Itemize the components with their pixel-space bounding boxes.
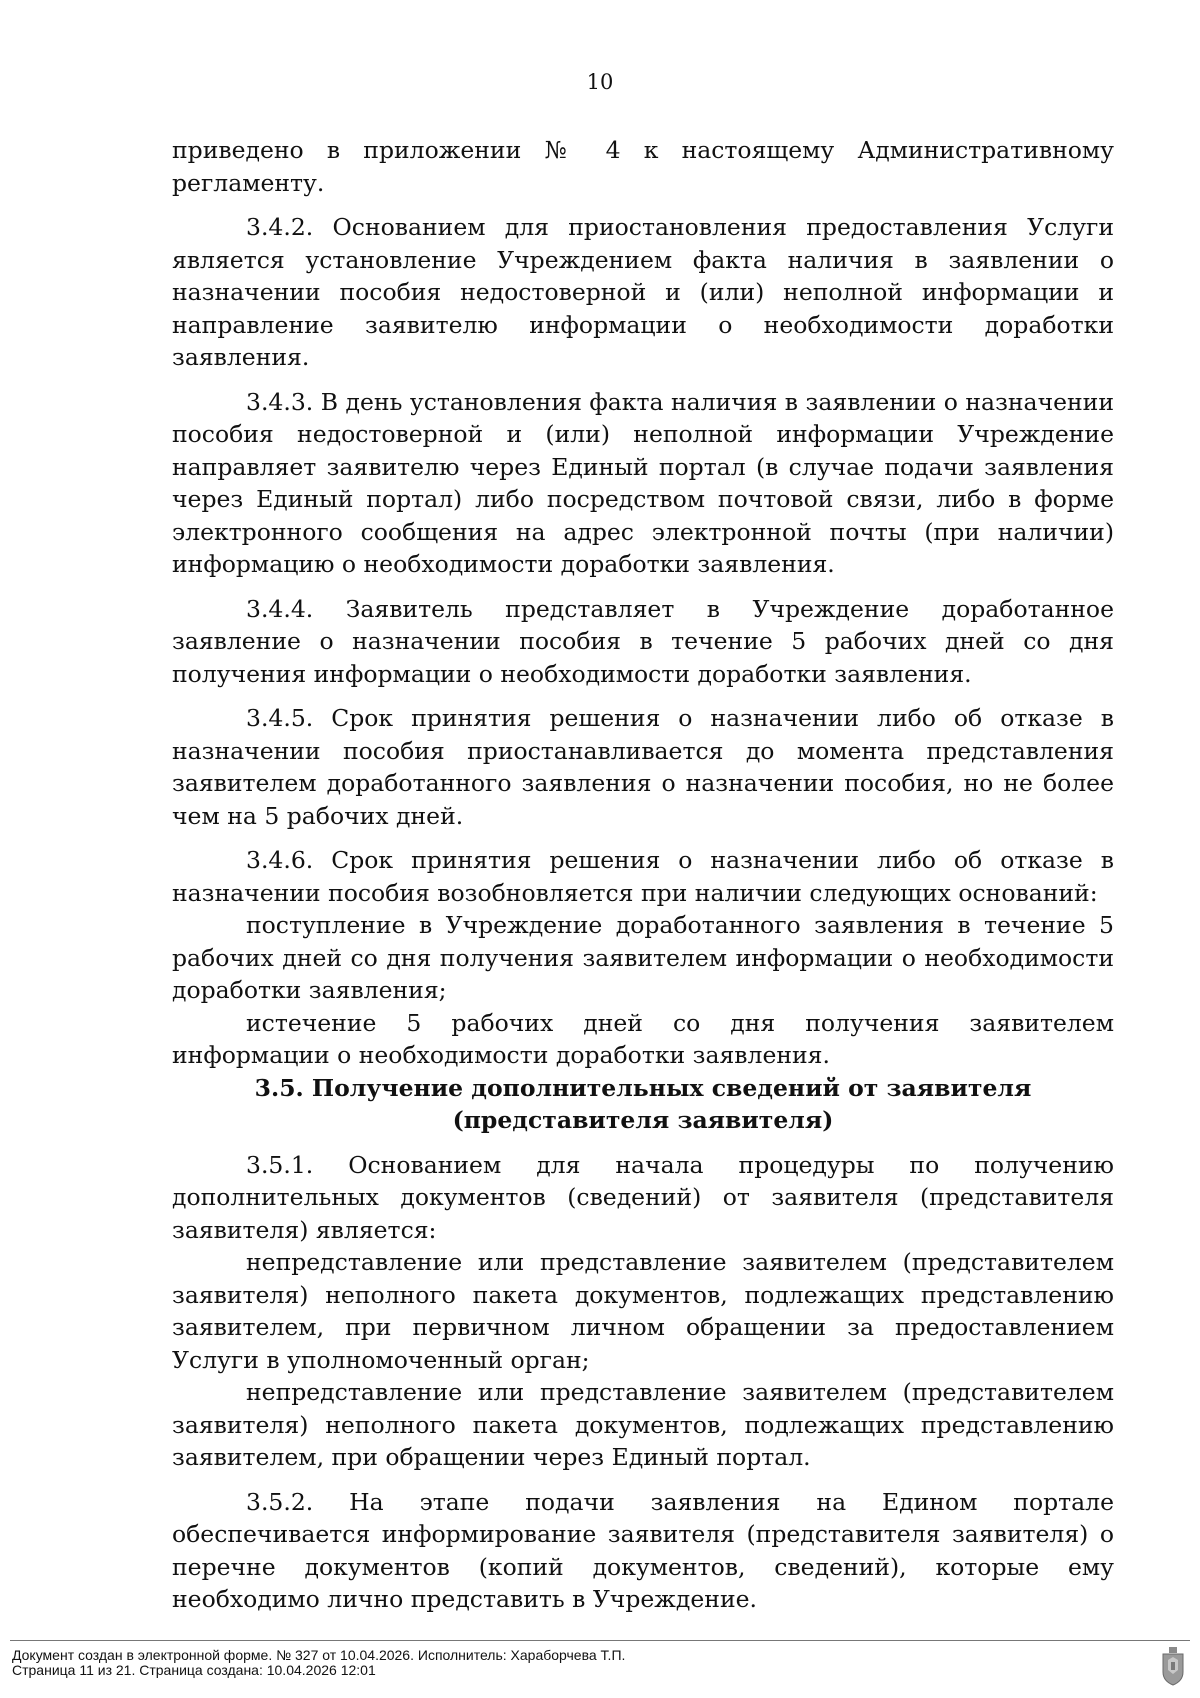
paragraph-continuation: приведено в приложении № 4 к настоящему Административному регламенту.	[172, 136, 1114, 197]
document-footer	[12, 1648, 625, 1678]
footer-divider	[10, 1640, 1190, 1641]
page-number: 10	[586, 70, 614, 94]
paragraph-3-4-2: 3.4.2. Основанием для приостановления предоставления Услуги является установление Учреждением факта наличия в заявлении о назначении пособия недостоверной и (или) неполной информации и направление заявителю информации о необходимости доработки заявления.	[172, 213, 1114, 371]
paragraph-3-4-5: 3.4.5. Срок принятия решения о назначении либо об отказе в назначении пособия приостанавливается до момента представления заявителем доработанного заявления о назначении пособия, но не более чем на 5 рабочих дней.	[172, 704, 1114, 830]
paragraph-3-5-2: 3.5.2. На этапе подачи заявления на Едином портале обеспечивается информирование заявителя (представителя заявителя) о перечне документов (копий документов, сведений), которые ему необходимо лично представить в Учреждение.	[172, 1487, 1114, 1613]
paragraph-3-4-4: 3.4.4. Заявитель представляет в Учреждение доработанное заявление о назначении пособия в течение 5 рабочих дней со дня получения информации о необходимости доработки заявления.	[172, 594, 1114, 688]
section-heading-3-5: 3.5. Получение дополнительных сведений от заявителя (представителя заявителя)	[254, 1073, 1032, 1134]
paragraph-3-4-3: 3.4.3. В день установления факта наличия в заявлении о назначении пособия недостоверной и (или) неполной информации Учреждение направляет заявителю через Единый портал (в случае подачи заявления через Единый портал) либо посредством почтовой связи, либо в форме электронного сообщения на адрес электронной почты (при наличии) информацию о необходимости доработки заявления.	[172, 387, 1114, 578]
list-item-portal: непредставление или представление заявителем (представителем заявителя) неполного пакета документов, подлежащих представлению заявителем, при обращении через Единый портал.	[172, 1378, 1114, 1471]
list-item-expiry: истечение 5 рабочих дней со дня получения заявителем информации о необходимости доработки заявления.	[172, 1008, 1114, 1069]
footer-document-info: Документ создан в электронной форме. № 327 от 10.04.2026. Исполнитель: Хараборчева Т.П.	[12, 1647, 626, 1663]
paragraph-3-4-6: 3.4.6. Срок принятия решения о назначении либо об отказе в назначении пособия возобновляется при наличии следующих оснований:	[172, 846, 1114, 907]
coat-of-arms-icon	[1160, 1646, 1186, 1686]
document-body	[172, 134, 1114, 1616]
footer-page-info: Страница 11 из 21. Страница создана: 10.04.2026 12:01	[12, 1662, 376, 1678]
list-item-personal-visit: непредставление или представление заявителем (представителем заявителя) неполного пакета документов, подлежащих представлению заявителем, при первичном личном обращении за предоставлением Услуги в уполномоченный орган;	[172, 1248, 1114, 1374]
list-item-receipt: поступление в Учреждение доработанного заявления в течение 5 рабочих дней со дня получения заявителем информации о необходимости доработки заявления;	[172, 911, 1114, 1004]
paragraph-3-5-1: 3.5.1. Основанием для начала процедуры по получению дополнительных документов (сведений) от заявителя (представителя заявителя) является:	[172, 1150, 1114, 1244]
